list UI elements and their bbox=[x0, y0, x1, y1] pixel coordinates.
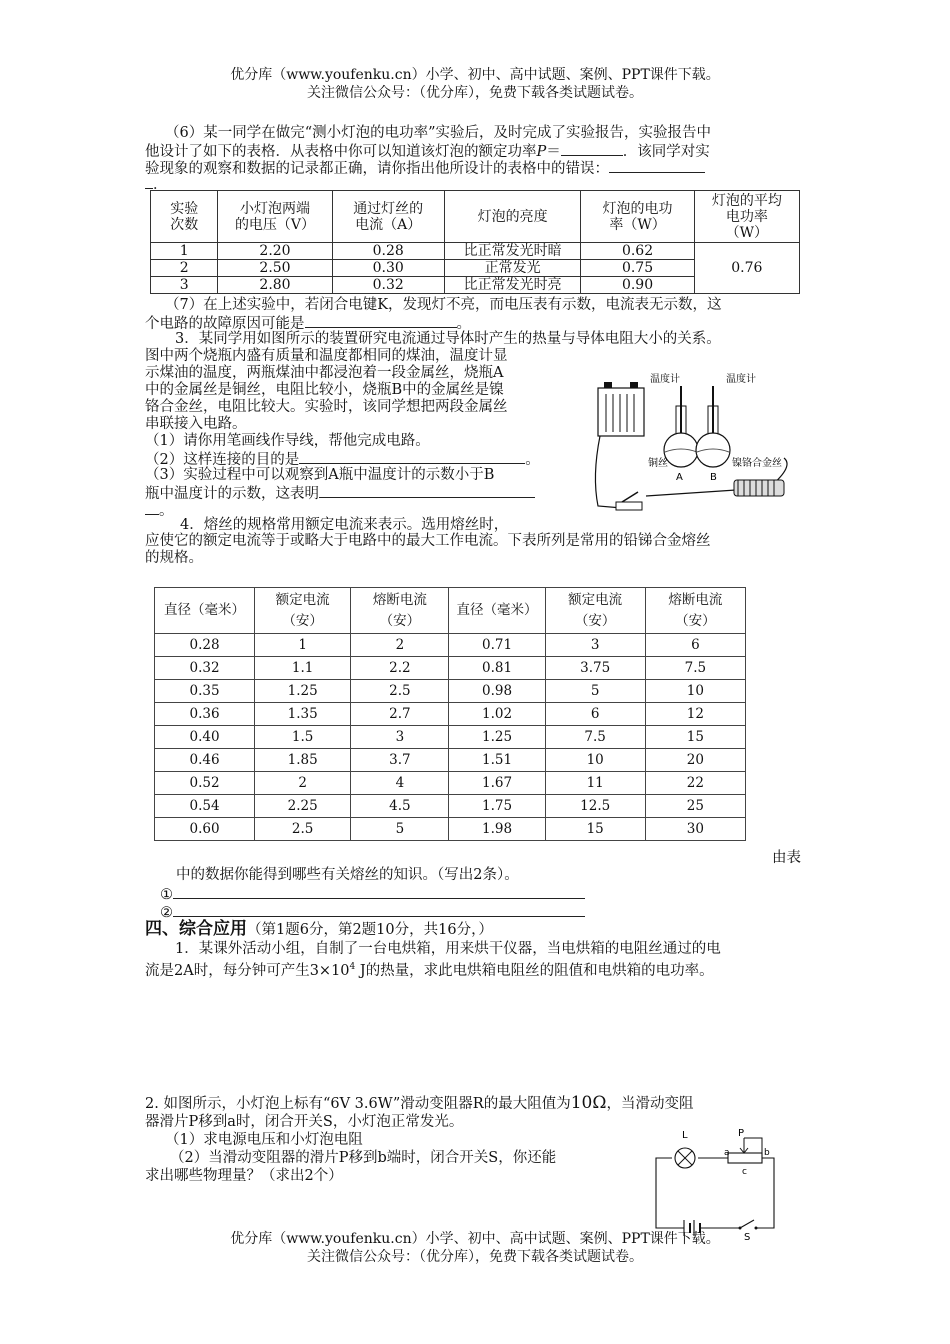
heating-experiment-figure bbox=[586, 366, 806, 516]
rheostat-icon bbox=[734, 480, 784, 496]
footer-line-1: 优分库（www.youfenku.cn）小学、初中、高中试题、案例、PPT课件下载。 bbox=[230, 1231, 720, 1247]
q4-line-1: 4．熔丝的规格常用额定电流来表示。选用熔丝时， bbox=[180, 517, 509, 533]
table-cell: 3 bbox=[545, 634, 645, 657]
lamp-icon bbox=[675, 1148, 695, 1168]
table-cell: 0.52 bbox=[155, 772, 255, 795]
header-cell: 熔断电流 （安） bbox=[645, 588, 745, 634]
switch-icon bbox=[739, 1220, 758, 1230]
header-cell: 实验 次数 bbox=[151, 191, 218, 243]
header-cell: 灯泡的亮度 bbox=[444, 191, 581, 243]
average-power-cell: 0.76 bbox=[694, 243, 799, 294]
table-cell: 12 bbox=[645, 703, 745, 726]
table-cell: 1.35 bbox=[255, 703, 351, 726]
q3-line-3: 示煤油的温度，两瓶煤油中都浸泡着一段金属丝，烧瓶A bbox=[145, 365, 504, 381]
q6-line-3: 验现象的观察和数据的记录都正确，请你指出他所设计的表格中的错误： bbox=[145, 158, 705, 178]
switch-icon bbox=[616, 492, 642, 510]
q6-line-2: 他设计了如下的表格．从表格中你可以知道该灯泡的额定功率P＝ ．该同学对实 bbox=[145, 141, 710, 161]
switch-label: S bbox=[744, 1232, 751, 1240]
table-cell: 1.67 bbox=[449, 772, 545, 795]
table-cell: 0.32 bbox=[332, 277, 444, 294]
table-cell: 1.5 bbox=[255, 726, 351, 749]
q6-line-4: ． bbox=[145, 174, 168, 194]
p2-line-1: 2. 如图所示，小灯泡上标有“6V 3.6W”滑动变阻器R的最大阻值为10Ω，当滑动变阻 bbox=[145, 1093, 694, 1113]
p2-sub-1: （1）求电源电压和小灯泡电阻 bbox=[165, 1132, 363, 1148]
table-row bbox=[155, 818, 746, 841]
table-header-row bbox=[151, 191, 800, 243]
header-line-1: 优分库（www.youfenku.cn）小学、初中、高中试题、案例、PPT课件下载。 bbox=[230, 67, 720, 83]
q4-line-3: 的规格。 bbox=[145, 550, 203, 566]
q3-sub-1: （1）请你用笔画线作导线，帮他完成电路。 bbox=[145, 433, 430, 449]
table-cell: 2.2 bbox=[351, 657, 449, 680]
table-cell: 2.5 bbox=[351, 680, 449, 703]
table-row bbox=[151, 243, 800, 260]
table-cell: 1.75 bbox=[449, 795, 545, 818]
table-cell: 5 bbox=[351, 818, 449, 841]
footer-line-2: 关注微信公众号：（优分库），免费下载各类试题试卷。 bbox=[307, 1249, 643, 1265]
table-cell: 0.28 bbox=[155, 634, 255, 657]
q6-line-1: （6）某一同学在做完“测小灯泡的电功率”实验后，及时完成了实验报告，实验报告中 bbox=[165, 125, 712, 141]
table-cell: 0.40 bbox=[155, 726, 255, 749]
header-cell: 小灯泡两端 的电压（V） bbox=[218, 191, 332, 243]
table-cell: 0.75 bbox=[581, 260, 694, 277]
table-cell: 2.25 bbox=[255, 795, 351, 818]
table-header-row bbox=[155, 588, 746, 634]
table-cell: 2.7 bbox=[351, 703, 449, 726]
q3-line-6: 串联接入电路。 bbox=[145, 416, 247, 432]
table-row bbox=[155, 634, 746, 657]
table-cell: 0.60 bbox=[155, 818, 255, 841]
table-cell: 1.51 bbox=[449, 749, 545, 772]
table-cell: 15 bbox=[645, 726, 745, 749]
table-row bbox=[155, 657, 746, 680]
header-cell: 额定电流 （安） bbox=[545, 588, 645, 634]
table-cell: 10 bbox=[645, 680, 745, 703]
section-4-title: 四、综合应用（第1题6分，第2题10分，共16分，） bbox=[145, 919, 493, 939]
table-cell: 2 bbox=[151, 260, 218, 277]
table-cell: 1.25 bbox=[449, 726, 545, 749]
table-cell: 0.28 bbox=[332, 243, 444, 260]
thermometer-right-label: 温度计 bbox=[726, 374, 756, 385]
thermometer-left-label: 温度计 bbox=[650, 374, 680, 385]
q3-sub-3a: （3）实验过程中可以观察到A瓶中温度计的示数小于B bbox=[145, 467, 495, 483]
table-cell: 0.54 bbox=[155, 795, 255, 818]
table-cell: 0.35 bbox=[155, 680, 255, 703]
table-cell: 4.5 bbox=[351, 795, 449, 818]
table-cell: 0.90 bbox=[581, 277, 694, 294]
table-cell: 4 bbox=[351, 772, 449, 795]
table-cell: 6 bbox=[645, 634, 745, 657]
table-cell: 5 bbox=[545, 680, 645, 703]
table-cell: 3 bbox=[351, 726, 449, 749]
table-cell: 2 bbox=[351, 634, 449, 657]
table-cell: 1 bbox=[151, 243, 218, 260]
table-cell: 0.30 bbox=[332, 260, 444, 277]
table-cell: 3.75 bbox=[545, 657, 645, 680]
p2-sub-2b: 求出哪些物理量？（求出2个） bbox=[145, 1168, 343, 1184]
battery-icon bbox=[598, 382, 644, 436]
table-cell: 0.36 bbox=[155, 703, 255, 726]
table-cell: 0.32 bbox=[155, 657, 255, 680]
rheostat-icon bbox=[728, 1138, 762, 1163]
table-cell: 2.5 bbox=[255, 818, 351, 841]
table-cell: 1.98 bbox=[449, 818, 545, 841]
table-cell: 10 bbox=[545, 749, 645, 772]
table-row bbox=[155, 795, 746, 818]
header-cell: 熔断电流 （安） bbox=[351, 588, 449, 634]
header-cell: 灯泡的电功 率（W） bbox=[581, 191, 694, 243]
header-cell: 直径（毫米） bbox=[449, 588, 545, 634]
copper-wire-label: 铜丝 bbox=[648, 458, 668, 469]
table-cell: 0.81 bbox=[449, 657, 545, 680]
nichrome-wire-label: 镍铬合金丝 bbox=[732, 458, 782, 469]
lamp-label: L bbox=[682, 1130, 688, 1141]
q3-sub-3c: 。 bbox=[145, 500, 174, 520]
q3-line-4: 中的金属丝是铜丝，电阻比较小，烧瓶B中的金属丝是镍 bbox=[145, 382, 504, 398]
table-cell: 0.62 bbox=[581, 243, 694, 260]
table-row bbox=[155, 749, 746, 772]
table-cell: 15 bbox=[545, 818, 645, 841]
table-cell: 1.25 bbox=[255, 680, 351, 703]
p2-sub-2a: （2）当滑动变阻器的滑片P移到b端时，闭合开关S，你还能 bbox=[170, 1150, 557, 1166]
table-cell: 正常发光 bbox=[444, 260, 581, 277]
header-line-2: 关注微信公众号：（优分库），免费下载各类试题试卷。 bbox=[307, 85, 643, 101]
terminal-b-label: b bbox=[764, 1148, 770, 1158]
flask-b-label: B bbox=[710, 472, 717, 483]
table-cell: 1.02 bbox=[449, 703, 545, 726]
table-cell: 2.50 bbox=[218, 260, 332, 277]
table-cell: 1 bbox=[255, 634, 351, 657]
table-row bbox=[155, 726, 746, 749]
table-row bbox=[155, 703, 746, 726]
table-cell: 11 bbox=[545, 772, 645, 795]
q3-line-1: 3．某同学用如图所示的装置研究电流通过导体时产生的热量与导体电阻大小的关系。 bbox=[175, 331, 721, 347]
table-cell: 比正常发光时亮 bbox=[444, 277, 581, 294]
q4-answer-2: ② bbox=[160, 902, 585, 922]
table-cell: 3.7 bbox=[351, 749, 449, 772]
table-cell: 2 bbox=[255, 772, 351, 795]
header-cell: 额定电流 （安） bbox=[255, 588, 351, 634]
table-cell: 3 bbox=[151, 277, 218, 294]
table-cell: 1.85 bbox=[255, 749, 351, 772]
table-cell: 0.46 bbox=[155, 749, 255, 772]
terminal-a-label: a bbox=[724, 1148, 730, 1158]
q7-line-1: （7）在上述实验中，若闭合电键K，发现灯不亮，而电压表有示数，电流表无示数，这 bbox=[165, 297, 722, 313]
table-cell: 12.5 bbox=[545, 795, 645, 818]
table-cell: 比正常发光时暗 bbox=[444, 243, 581, 260]
table-cell: 6 bbox=[545, 703, 645, 726]
table-cell: 7.5 bbox=[545, 726, 645, 749]
flask-a-label: A bbox=[676, 472, 683, 483]
table-row bbox=[155, 772, 746, 795]
q3-sub-2: （2）这样连接的目的是 。 bbox=[145, 449, 540, 469]
experiment-table bbox=[150, 190, 800, 294]
table-cell: 2.20 bbox=[218, 243, 332, 260]
q3-sub-3b: 瓶中温度计的示数，这表明 bbox=[145, 483, 535, 503]
table-row bbox=[155, 680, 746, 703]
circuit-diagram bbox=[650, 1124, 790, 1240]
table-cell: 25 bbox=[645, 795, 745, 818]
terminal-c-label: c bbox=[742, 1167, 747, 1177]
table-cell: 2.80 bbox=[218, 277, 332, 294]
header-cell: 通过灯丝的 电流（A） bbox=[332, 191, 444, 243]
table-cell: 0.98 bbox=[449, 680, 545, 703]
header-cell: 灯泡的平均 电功率 （W） bbox=[694, 191, 799, 243]
table-cell: 30 bbox=[645, 818, 745, 841]
slider-label: P bbox=[738, 1128, 745, 1139]
fuse-spec-table bbox=[154, 587, 746, 841]
q3-line-2: 图中两个烧瓶内盛有质量和温度都相同的煤油，温度计显 bbox=[145, 348, 508, 364]
q3-line-5: 铬合金丝，电阻比较大。实验时，该同学想把两段金属丝 bbox=[145, 399, 508, 415]
q7-line-2: 个电路的故障原因可能是 。 bbox=[145, 313, 471, 333]
q4-after-table: 中的数据你能得到哪些有关熔丝的知识。（写出2条）。 bbox=[176, 867, 519, 883]
table-cell: 1.1 bbox=[255, 657, 351, 680]
q4-answer-1: ① bbox=[160, 884, 585, 904]
p1-line-1: 1．某课外活动小组，自制了一台电烘箱，用来烘干仪器，当电烘箱的电阻丝通过的电 bbox=[175, 941, 721, 957]
table-cell: 7.5 bbox=[645, 657, 745, 680]
p1-line-2: 流是2A时，每分钟可产生$3\times 10^4$ J的热量，求此电烘箱电阻丝的阻值和电烘箱的电功率。 bbox=[145, 962, 714, 979]
q4-after-table-right: 由表 bbox=[772, 850, 801, 866]
table-cell: 20 bbox=[645, 749, 745, 772]
p2-line-2: 器滑片P移到a时，闭合开关S，小灯泡正常发光。 bbox=[145, 1114, 464, 1130]
table-cell: 0.71 bbox=[449, 634, 545, 657]
table-cell: 22 bbox=[645, 772, 745, 795]
header-cell: 直径（毫米） bbox=[155, 588, 255, 634]
q4-line-2: 应使它的额定电流等于或略大于电路中的最大工作电流。下表所列是常用的铅锑合金熔丝 bbox=[145, 533, 711, 549]
